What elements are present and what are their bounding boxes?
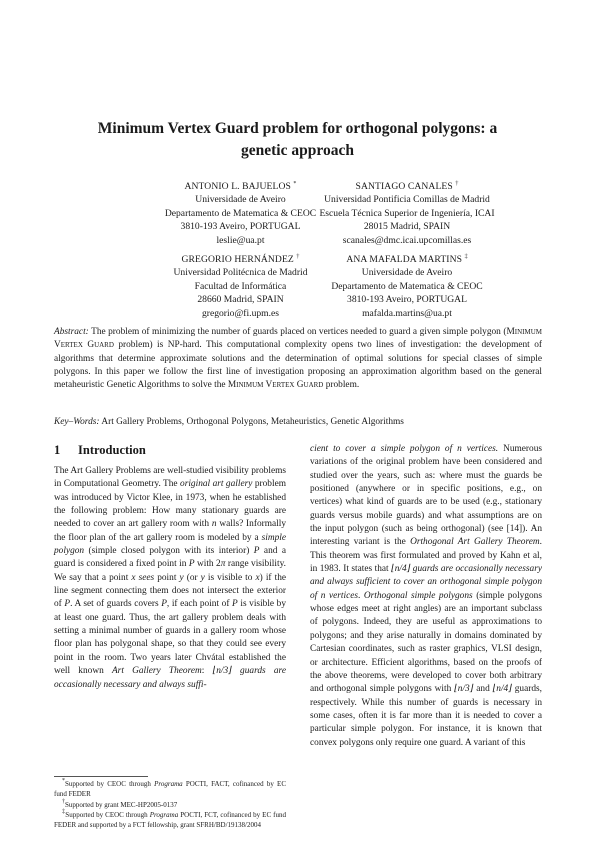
floor-fraction: ⌊n/3⌋ bbox=[212, 666, 232, 677]
text-run: is visible by at least one guard. Thus, the art gallery problem deals with setting a minimal number of guards in a gallery room whose floor plan has polygonal shape, so that they could see every point in the room. Two years later Chvátal established the well known bbox=[54, 599, 287, 677]
affiliation-line: Departamento de Matematica & CEOC bbox=[331, 280, 483, 292]
footnote-emphasis: Programa bbox=[149, 810, 179, 819]
footnote-text: POCTI, FACT, cofinanced by EC fund FEDER bbox=[54, 780, 286, 799]
footnote-mark: ‡ bbox=[62, 808, 66, 815]
footnote-mark: † bbox=[296, 254, 300, 260]
author-name: GREGORIO HERNÁNDEZ bbox=[181, 254, 294, 265]
section-title: Introduction bbox=[78, 443, 146, 457]
floor-fraction: ⌊n/4⌋ bbox=[391, 564, 411, 575]
problem-name: Minimum Vertex Guard bbox=[227, 380, 324, 391]
text-run: guards, respectively. While this number of guards is necessary in some cases, often it is far more than it is needed to cover a particular simple polygon. For instance, it is known that convex polygons only require one guard. A variant of this bbox=[310, 684, 542, 748]
text-run: The Art Gallery Problems are well-studied visibility problems in Computational Geometry. The bbox=[54, 466, 286, 490]
footnote-text: Supported by CEOC through bbox=[65, 780, 155, 788]
footnote-text: Supported by CEOC through bbox=[65, 810, 150, 819]
text-run: with 2 bbox=[194, 559, 221, 570]
math: π bbox=[220, 559, 226, 570]
text-run: (or bbox=[183, 572, 201, 583]
footnotes bbox=[54, 779, 286, 830]
text-run: ) if the line segment connecting them does not intersect the exterior of bbox=[54, 572, 287, 610]
footnote-mark: * bbox=[62, 778, 65, 784]
author-name: ANA MAFALDA MARTINS bbox=[346, 254, 463, 265]
text-run: . bbox=[358, 590, 364, 601]
text-run: Numerous variations of the original problem have been considered and studied over the years, such as: where must the guards be positioned (anywhere or in specific positions, e.g., on vertices) what kind of guards are to be used (e.g., stationary guards versus mobile guards) and what assumptions are on the input polygon (such as being orthogonal) (see [14]). An interesting variant is the bbox=[310, 444, 542, 548]
floor-fraction: ⌊n/4⌋ bbox=[492, 684, 512, 695]
affiliation-line: Universidade de Aveiro bbox=[195, 194, 286, 206]
emphasis: Orthogonal simple polygons bbox=[363, 590, 473, 601]
math: P bbox=[64, 599, 71, 610]
text-run: (simple closed polygon with its interior) bbox=[84, 546, 254, 557]
affiliation-line: Universidade de Aveiro bbox=[361, 267, 453, 279]
affiliation-line: Departamento de Matematica & CEOC bbox=[164, 207, 317, 219]
abstract-text: problem) is NP-hard. This computational complexity opens two lines of investigation: the development of algorithms that determine approximate solutions and the determination of optimal solutions for special classes of simple polygons. In this paper we follow the first line of investigation proposing an approximation algorithm based on the general metaheuristic Genetic Algorithms to solve the bbox=[54, 340, 542, 391]
author-name: ANTONIO L. BAJUELOS bbox=[184, 181, 291, 192]
theorem-text: guards are occasionally necessary and always suffi- bbox=[54, 666, 286, 690]
footnote-text: Supported by grant MEC-HP2005-0137 bbox=[65, 800, 178, 809]
keywords-text: Art Gallery Problems, Orthogonal Polygons, Metaheuristics, Genetic Algorithms bbox=[101, 417, 404, 427]
affiliation-line: Facultad de Informática bbox=[194, 280, 287, 292]
section-heading bbox=[54, 443, 146, 458]
text-run: : bbox=[201, 666, 213, 677]
problem-name: Minimum Vertex Guard bbox=[54, 327, 542, 351]
text-run: problem was introduced by Victor Klee, in 1973, when he established the following problem: How many stationary guards are needed to cover an art gallery room with bbox=[54, 479, 286, 530]
intro-paragraph-continued bbox=[310, 443, 542, 750]
footnote-rule bbox=[54, 776, 148, 777]
affiliation-line: Universidad Pontificia Comillas de Madrid bbox=[324, 194, 490, 206]
emphasis: simple polygon bbox=[54, 532, 286, 557]
math: P bbox=[161, 599, 167, 610]
math: P bbox=[253, 546, 260, 557]
author-name: SANTIAGO CANALES bbox=[355, 181, 453, 192]
affiliation-line: 3810-193 Aveiro, PORTUGAL bbox=[347, 294, 467, 306]
author-block-4 bbox=[293, 253, 521, 320]
text-run: point bbox=[154, 572, 180, 583]
title-line-2: genetic approach bbox=[241, 142, 354, 159]
abstract-label: Abstract: bbox=[54, 327, 89, 337]
affiliation-line: 28660 Madrid, SPAIN bbox=[197, 294, 284, 306]
affiliation-line: Escuela Técnica Superior de Ingeniería, ICAI bbox=[319, 207, 495, 219]
math: x bbox=[255, 572, 260, 583]
section-number: 1 bbox=[54, 443, 61, 457]
affiliation-line: Universidad Politécnica de Madrid bbox=[173, 267, 308, 279]
affiliation-line: 28015 Madrid, SPAIN bbox=[363, 221, 451, 233]
math: P bbox=[232, 599, 238, 610]
paper-title bbox=[60, 118, 535, 162]
left-column bbox=[54, 465, 286, 692]
theorem-text: guards are occasionally necessary and always sufficient to cover an orthogonal simple polygon of n vertices bbox=[310, 564, 542, 601]
footnote bbox=[54, 800, 286, 810]
author-email: mafalda.martins@ua.pt bbox=[362, 307, 452, 319]
right-column bbox=[310, 443, 542, 750]
footnote-mark: † bbox=[455, 181, 459, 187]
abstract bbox=[54, 326, 542, 393]
emphasis: Orthogonal Art Gallery Theorem bbox=[410, 537, 540, 548]
abstract-text: problem. bbox=[323, 380, 360, 391]
footnote-mark: * bbox=[293, 181, 297, 187]
affiliation-line: 3810-193 Aveiro, PORTUGAL bbox=[180, 221, 301, 233]
math: y bbox=[179, 572, 184, 583]
title-line-1: Minimum Vertex Guard problem for orthogonal polygons: a bbox=[97, 120, 498, 137]
footnote-text: POCTI, FCT, cofinanced by EC fund FEDER and supported by a FCT fellowship, grant SFRH/BD/19138/2004 bbox=[54, 810, 286, 830]
emphasis: Art Gallery Theorem bbox=[111, 666, 202, 677]
math: y bbox=[200, 572, 205, 583]
keywords-label: Key–Words: bbox=[54, 417, 100, 427]
author-block-2 bbox=[293, 180, 521, 247]
floor-fraction: ⌊n/3⌋ bbox=[454, 684, 474, 695]
author-email: gregorio@fi.upm.es bbox=[201, 307, 280, 319]
text-run: range visibility. We say that a point bbox=[54, 559, 286, 583]
footnote-mark: ‡ bbox=[464, 254, 468, 260]
intro-paragraph bbox=[54, 465, 286, 692]
text-run: (simple polygons whose edges meet at right angles) are an important subclass of polygons. Indeed, they are useful as approximations to polygons; and they arise naturally in domains dominated by Cartesian coordinates, such as raster graphics, VLSI design, or architecture. Efficient algorithms, based on the proofs of the above theorems, were developed to cover both arbitrary and orthogonal simple polygons with bbox=[310, 590, 542, 695]
footnote-emphasis: Programa bbox=[154, 780, 183, 788]
emphasis: original art gallery bbox=[180, 479, 253, 490]
math: n bbox=[211, 519, 217, 530]
text-run: walls? Informally the floor plan of the art gallery room is modeled by a bbox=[54, 519, 287, 543]
theorem-text: cient to cover a simple polygon of n vertices. bbox=[310, 444, 499, 454]
footnote bbox=[54, 779, 286, 800]
abstract-text: The problem of minimizing the number of guards placed on vertices needed to guard a given simple polygon ( bbox=[91, 327, 507, 337]
text-run: . This theorem was first formulated and proved by Kahn et al, in 1983. It states that bbox=[310, 537, 542, 575]
keywords bbox=[54, 416, 542, 429]
author-email: scanales@dmc.icai.upcomillas.es bbox=[342, 234, 472, 246]
footnote-mark: † bbox=[62, 798, 65, 805]
text-run: is visible to bbox=[204, 572, 256, 583]
author-email: leslie@ua.pt bbox=[216, 234, 265, 246]
text-run: . A set of guards covers bbox=[70, 599, 162, 610]
text-run: and bbox=[473, 684, 493, 695]
footnote bbox=[54, 810, 286, 831]
text-run: , if each point of bbox=[166, 599, 233, 610]
text-run: and a guard is considered a fixed point in bbox=[54, 546, 286, 570]
emphasis: x sees bbox=[131, 572, 155, 583]
math: P bbox=[188, 559, 195, 570]
